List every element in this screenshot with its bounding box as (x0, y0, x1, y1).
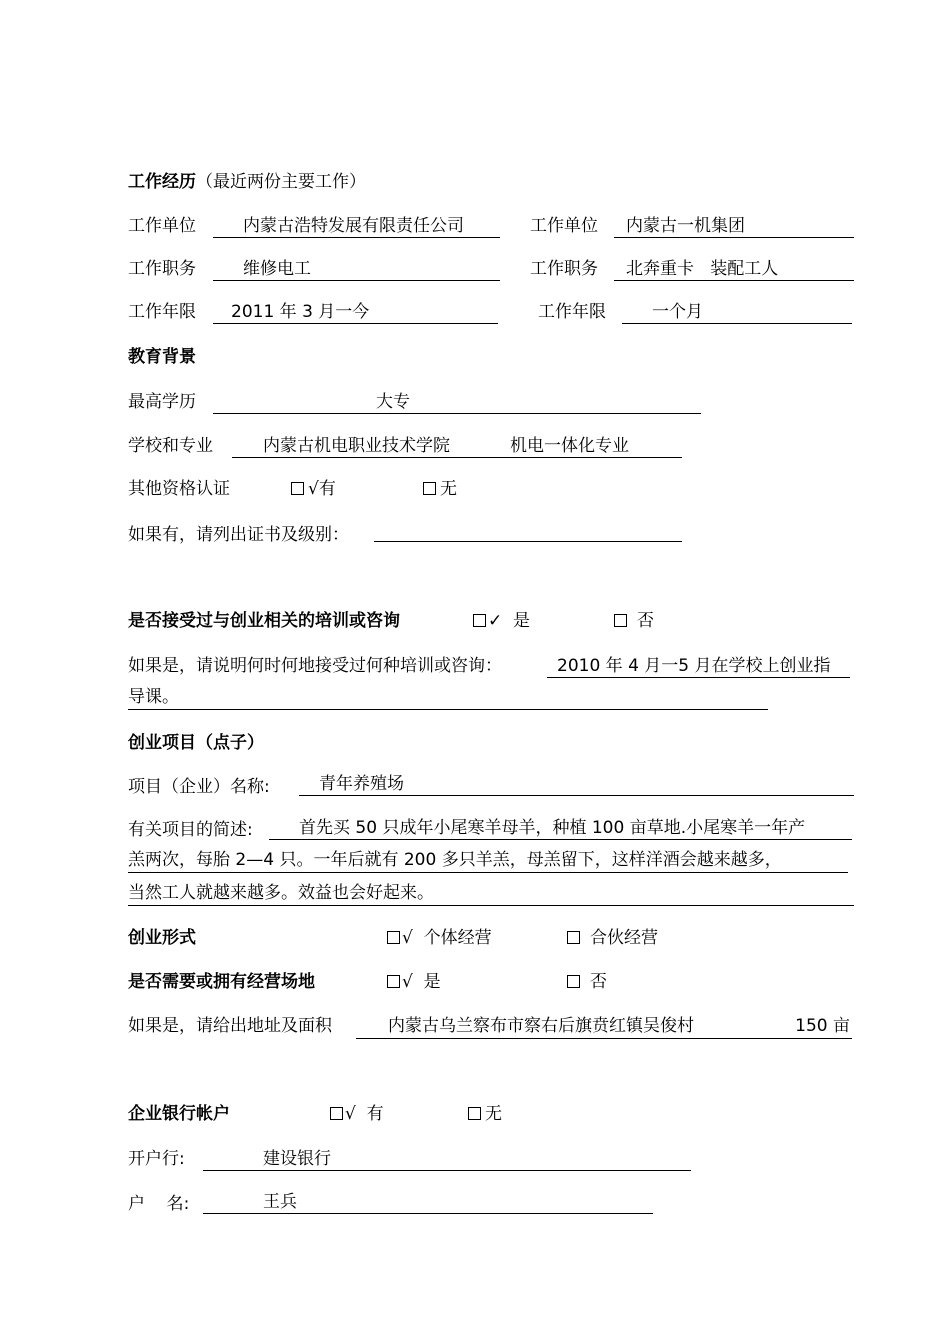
project-desc-line3[interactable]: 当然工人就越来越多。效益也会好起来。 (128, 881, 854, 906)
training-no-label: 否 (637, 611, 654, 631)
site-yes-checkbox[interactable] (387, 975, 400, 988)
bank-name-label: 开户行: (128, 1149, 185, 1169)
work-unit-field-2[interactable]: 内蒙古一机集团 (614, 214, 854, 238)
form-individual-label: √ 个体经营 (402, 928, 492, 948)
cert-list-field[interactable] (374, 517, 682, 542)
training-yes-label: ✓ 是 (488, 611, 531, 631)
area-text: 150 亩 (795, 1016, 850, 1036)
education-heading: 教育背景 (128, 347, 196, 367)
form-partner-label: 合伙经营 (590, 928, 658, 948)
bank-name-field[interactable]: 建设银行 (203, 1147, 691, 1171)
account-holder-field[interactable]: 王兵 (203, 1190, 653, 1214)
training-yes-checkbox[interactable] (473, 614, 486, 627)
bank-no-label: 无 (485, 1104, 502, 1124)
work-unit-label-2: 工作单位 (530, 216, 598, 236)
training-detail-label: 如果是，请说明何时何地接受过何种培训或咨询： (128, 656, 502, 676)
bank-yes-label: √ 有 (345, 1104, 384, 1124)
site-label: 是否需要或拥有经营场地 (128, 972, 315, 992)
form-individual-option[interactable] (387, 923, 492, 953)
project-heading: 创业项目（点子） (128, 733, 264, 753)
training-no-checkbox[interactable] (614, 614, 627, 627)
form-partner-option[interactable] (567, 923, 658, 953)
project-desc-line2[interactable]: 羔两次，每胎 2—4 只。一年后就有 200 多只羊羔，母羔留下，这样洋酒会越来越多， (128, 848, 848, 873)
address-field[interactable] (356, 1014, 852, 1039)
degree-label: 最高学历 (128, 392, 196, 412)
bank-yes-option[interactable] (330, 1099, 384, 1129)
work-position-label-2: 工作职务 (530, 259, 598, 279)
site-no-option[interactable] (567, 967, 607, 997)
project-name-label: 项目（企业）名称: (128, 777, 270, 797)
bank-no-checkbox[interactable] (468, 1107, 481, 1120)
work-years-field-1[interactable]: 2011 年 3 月一今 (213, 300, 498, 324)
address-text: 内蒙古乌兰察布市察右后旗贲红镇吴俊村 (388, 1016, 694, 1036)
work-unit-field-1[interactable]: 内蒙古浩特发展有限责任公司 (213, 214, 500, 238)
cert-no-option[interactable] (423, 474, 457, 504)
project-desc-label: 有关项目的简述: (128, 820, 253, 840)
cert-no-checkbox[interactable] (423, 482, 436, 495)
work-heading-row (128, 167, 366, 197)
cert-yes-label: √有 (308, 479, 336, 499)
site-yes-label: √ 是 (402, 972, 441, 992)
site-no-checkbox[interactable] (567, 975, 580, 988)
work-heading: 工作经历 (128, 172, 196, 192)
school-field[interactable] (232, 434, 682, 458)
work-unit-label-1: 工作单位 (128, 216, 196, 236)
account-holder-label: 户 名: (128, 1194, 190, 1214)
work-position-field-2[interactable]: 北奔重卡 装配工人 (614, 257, 854, 281)
work-heading-note: （最近两份主要工作） (196, 172, 366, 192)
site-no-label: 否 (590, 972, 607, 992)
cert-yes-checkbox[interactable] (291, 482, 304, 495)
training-heading: 是否接受过与创业相关的培训或咨询 (128, 611, 400, 631)
bank-heading: 企业银行帐户 (128, 1104, 230, 1124)
degree-field[interactable]: 大专 (213, 390, 701, 414)
work-years-label-1: 工作年限 (128, 302, 196, 322)
school-major: 机电一体化专业 (510, 436, 629, 456)
project-desc-line1[interactable]: 首先买 50 只成年小尾寒羊母羊，种植 100 亩草地.小尾寒羊一年产 (269, 816, 852, 840)
training-detail-line2[interactable]: 导课。 (128, 685, 768, 710)
school-name: 内蒙古机电职业技术学院 (263, 436, 450, 456)
cert-no-label: 无 (440, 479, 457, 499)
training-yes-option[interactable] (473, 606, 530, 636)
work-position-field-1[interactable]: 维修电工 (213, 257, 500, 281)
cert-yes-option[interactable] (291, 474, 336, 504)
school-label: 学校和专业 (128, 436, 213, 456)
cert-label: 其他资格认证 (128, 479, 230, 499)
work-position-label-1: 工作职务 (128, 259, 196, 279)
form-individual-checkbox[interactable] (387, 931, 400, 944)
business-form-label: 创业形式 (128, 928, 196, 948)
bank-yes-checkbox[interactable] (330, 1107, 343, 1120)
work-years-field-2[interactable]: 一个月 (622, 300, 852, 324)
bank-no-option[interactable] (468, 1099, 502, 1129)
cert-list-label: 如果有，请列出证书及级别： (128, 525, 349, 545)
address-label: 如果是，请给出地址及面积 (128, 1016, 332, 1036)
form-partner-checkbox[interactable] (567, 931, 580, 944)
site-yes-option[interactable] (387, 967, 441, 997)
work-years-label-2: 工作年限 (538, 302, 606, 322)
training-detail-line1[interactable]: 2010 年 4 月一5 月在学校上创业指 (547, 654, 850, 678)
project-name-field[interactable]: 青年养殖场 (299, 772, 854, 796)
training-no-option[interactable] (614, 606, 654, 636)
